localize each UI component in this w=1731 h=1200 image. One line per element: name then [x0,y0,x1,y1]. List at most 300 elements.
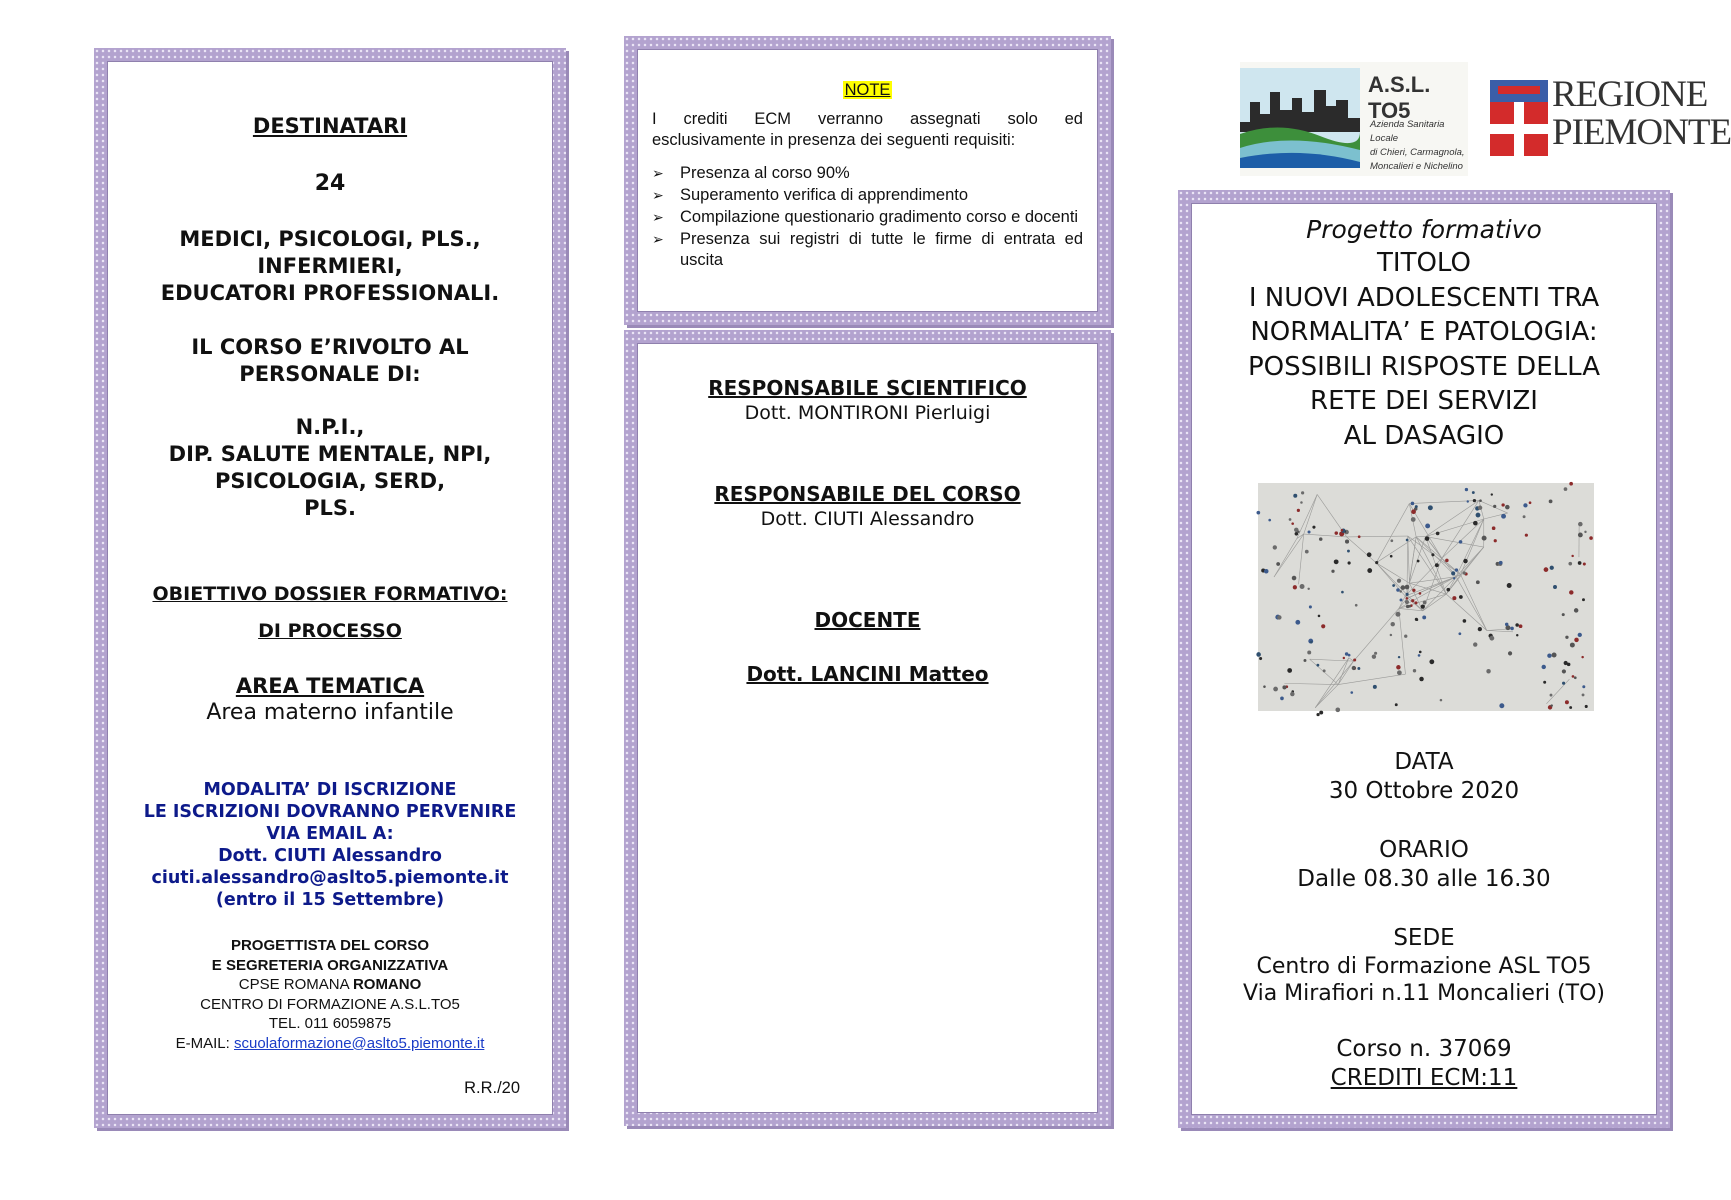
asl-to5-logo [1240,62,1468,176]
iscrizione-line: (entro il 15 Settembre) [215,890,445,910]
network-crowd-image [1258,483,1594,711]
network-line [1456,547,1484,577]
network-line [1297,494,1317,538]
arrow-bullet-icon: ➢ [652,209,664,225]
person-dot [1455,568,1458,571]
person-dot [1476,513,1481,518]
person-dot [1569,590,1573,594]
regione-line2: PIEMONTE [1552,112,1731,153]
network-line [1405,577,1456,596]
person-dot [1570,643,1575,648]
progetto-formativo: Progetto formativo [1306,215,1542,244]
person-dot [1544,567,1549,572]
person-dot [1486,669,1490,673]
network-line [1423,577,1456,611]
person-dot [1352,666,1356,670]
person-dot [1348,561,1351,564]
data-value: 30 Ottobre 2020 [1328,778,1520,804]
asl-title: A.S.L. TO5 [1368,72,1431,123]
person-dot [1263,685,1266,688]
personale-line: PLS. [304,496,356,520]
network-line [1274,539,1297,577]
person-dot [1445,559,1449,563]
regione-line1: REGIONE [1552,74,1708,115]
title-line: RETE DEI SERVIZI [1310,386,1538,416]
person-dot [1395,703,1398,706]
network-line [1408,536,1447,594]
person-dot [1307,588,1309,590]
person-dot [1519,624,1523,628]
obiettivo-value: DI PROCESSO [258,620,402,642]
data-label: DATA [1394,749,1454,775]
corso-rivolto-line: IL CORSO E’RIVOLTO AL [191,335,469,359]
iscrizione-line: VIA EMAIL A: [266,824,394,844]
person-dot [1553,585,1557,589]
network-line [1338,674,1405,684]
orario-value: Dalle 08.30 alle 16.30 [1297,866,1551,892]
title-line: POSSIBILI RISPOSTE DELLA [1247,351,1600,382]
person-dot [1334,559,1339,564]
person-dot [1421,604,1425,608]
person-dot [1489,636,1494,641]
regione-piemonte-logo [1490,74,1731,160]
person-dot [1400,598,1403,601]
person-dot [1419,651,1422,654]
person-dot [1547,653,1551,657]
person-dot [1492,526,1496,530]
person-dot [1428,505,1433,510]
destinatari-line: EDUCATORI PROFESSIONALI. [160,281,500,305]
list-item: ➢ Superamento verifica di apprendimento [652,186,969,204]
docente-name: Dott. LANCINI Matteo [746,662,989,686]
person-dot [1568,562,1572,566]
person-dot [1316,664,1319,667]
person-dot [1582,693,1585,696]
right-panel-frame [1178,190,1670,1128]
personale-line: DIP. SALUTE MENTALE, NPI, [168,442,492,466]
person-dot [1415,505,1418,508]
person-dot [1529,501,1532,504]
iscrizione-email[interactable]: ciuti.alessandro@aslto5.piemonte.it [151,868,509,888]
network-line [1456,519,1484,577]
person-dot [1582,685,1585,688]
network-line [1376,537,1416,563]
person-dot [1493,505,1496,508]
person-dot [1406,539,1409,542]
progettista-line: E SEGRETERIA ORGANIZZATIVA [211,956,449,974]
sede-line1: Centro di Formazione ASL TO5 [1256,954,1592,979]
person-dot [1507,583,1512,588]
email-line [108,1034,552,1054]
asl-subtitle: Azienda Sanitaria Locale [1370,119,1445,144]
person-dot [1463,571,1466,574]
person-dot [1319,711,1323,715]
person-dot [1405,600,1409,604]
iscrizione-line: MODALITA’ DI ISCRIZIONE [203,780,457,800]
resp-corso-heading: RESPONSABILE DEL CORSO [714,482,1021,506]
network-line [1416,537,1460,575]
person-dot [1406,593,1409,596]
person-dot [1318,615,1321,618]
person-dot [1459,540,1463,544]
person-dot [1473,642,1477,646]
person-dot [1571,555,1573,557]
person-dot [1310,641,1313,644]
cpse-prefix: CPSE ROMANA [238,976,353,993]
person-dot [1301,491,1304,494]
person-dot [1562,613,1565,616]
person-dot [1401,585,1406,590]
person-dot [1452,596,1456,600]
network-line [1442,519,1484,558]
person-dot [1348,654,1351,657]
person-dot [1345,540,1349,544]
person-dot [1415,618,1418,621]
person-dot [1282,685,1286,689]
person-dot [1273,545,1277,549]
person-dot [1293,585,1297,589]
person-dot [1550,566,1554,570]
person-dot [1478,506,1482,510]
person-dot [1565,700,1569,704]
person-dot [1473,499,1476,502]
person-dot [1516,634,1518,636]
person-dot [1305,550,1309,554]
personale-line: PSICOLOGIA, SERD, [214,469,446,493]
person-dot [1479,499,1482,502]
person-dot [1404,635,1407,638]
person-dot [1435,563,1439,567]
person-dot [1525,534,1528,537]
iscrizione-line: Dott. CIUTI Alessandro [218,846,442,866]
sede-label: SEDE [1393,925,1455,951]
title-line: AL DASAGIO [1343,420,1505,451]
network-line [1487,629,1509,631]
person-dot [1472,491,1475,494]
network-line [1349,658,1354,661]
orario-label: ORARIO [1379,837,1469,863]
person-dot [1289,518,1292,521]
person-dot [1478,627,1482,631]
network-line [1461,519,1484,575]
person-dot [1491,493,1493,495]
network-line [1284,683,1338,684]
person-dot [1396,665,1400,669]
person-dot [1473,521,1478,526]
person-dot [1574,676,1577,679]
network-line [1274,534,1304,577]
title-line: NORMALITA’ E PATOLOGIA: [1250,317,1598,347]
network-line [1347,537,1376,563]
centro-line: CENTRO DI FORMAZIONE A.S.L.TO5 [200,995,460,1013]
person-dot [1425,536,1429,540]
person-dot [1523,515,1526,518]
note-panel-frame [624,36,1111,325]
person-dot [1569,482,1573,486]
person-dot [1564,661,1568,665]
person-dot [1390,555,1393,558]
person-dot [1562,669,1566,673]
person-dot [1316,713,1319,716]
responsabili-panel [637,343,1098,1113]
person-dot [1564,487,1568,491]
iscrizione-line: LE ISCRIZIONI DOVRANNO PERVENIRE [143,802,517,822]
person-dot [1395,612,1400,617]
person-dot [1256,511,1260,515]
network-line [1315,658,1349,708]
person-dot [1581,656,1583,658]
list-item: ➢ Presenza sui registri di tutte le firme di entrata ed uscita [652,230,1083,269]
tel-line: TEL. 011 6059875 [268,1015,392,1032]
person-dot [1406,597,1409,600]
network-line [1408,536,1410,583]
person-dot [1411,599,1414,602]
person-dot [1494,539,1497,542]
person-dot [1411,502,1415,506]
note-text-line1: I crediti ECM verranno assegnati solo ed [652,110,1083,128]
personale-line: N.P.I., [295,415,365,439]
cpse-line [108,975,552,995]
person-dot [1390,634,1392,636]
person-dot [1321,624,1325,628]
person-dot [1501,514,1506,519]
resp-scientifico-heading: RESPONSABILE SCIENTIFICO [708,376,1027,400]
person-dot [1508,651,1512,655]
person-dot [1569,706,1572,709]
crediti-ecm: CREDITI ECM:11 [1330,1065,1518,1091]
destinatari-line: INFERMIERI, [257,254,403,278]
network-line [1446,594,1487,630]
piemonte-shield-icon [1490,80,1548,156]
person-dot [1411,517,1416,522]
person-dot [1451,571,1455,575]
person-dot [1582,598,1585,601]
destinatari-line: MEDICI, PSICOLOGI, PLS., [179,227,481,251]
person-dot [1259,657,1262,660]
person-dot [1574,638,1578,642]
person-dot [1390,539,1393,542]
person-dot [1391,622,1395,626]
person-dot [1405,585,1410,590]
person-dot [1264,569,1269,574]
corso-number: Corso n. 37069 [1336,1036,1512,1062]
person-dot [1277,615,1281,619]
destinatari-count: 24 [314,171,346,196]
person-dot [1300,584,1305,589]
person-dot [1411,509,1416,514]
email-label: E-MAIL: [175,1034,234,1052]
docente-heading: DOCENTE [814,608,921,632]
person-dot [1268,519,1271,522]
person-dot [1335,531,1338,534]
person-dot [1499,703,1504,708]
person-dot [1417,560,1420,563]
person-dot [1256,652,1261,657]
person-dot [1350,691,1353,694]
person-dot [1501,503,1504,506]
person-dot [1549,499,1553,503]
progettista-line: PROGETTISTA DEL CORSO [230,937,430,954]
person-dot [1331,570,1334,573]
resp-scientifico-name: Dott. MONTIRONI Pierluigi [744,402,991,424]
person-dot [1297,531,1299,533]
person-dot [1578,522,1583,527]
left-panel-frame [94,48,566,1128]
person-dot [1585,705,1588,708]
person-dot [1280,697,1284,701]
person-dot [1374,652,1377,655]
person-dot [1341,591,1344,594]
person-dot [1423,601,1427,605]
person-dot [1273,687,1278,692]
person-dot [1584,531,1586,533]
list-item: ➢ Presenza al corso 90% [652,164,850,182]
network-line [1299,534,1304,584]
person-dot [1291,522,1294,525]
person-dot [1367,552,1372,557]
person-dot [1355,604,1358,607]
person-dot [1572,675,1575,678]
person-dot [1372,654,1376,658]
person-dot [1515,623,1519,627]
network-line [1456,577,1487,631]
person-dot [1413,669,1416,672]
person-dot [1397,670,1402,675]
cpse-bold: ROMANO [352,976,422,993]
person-dot [1419,677,1423,681]
person-dot [1343,657,1345,659]
person-dot [1414,601,1417,604]
network-line [1399,608,1423,610]
network-line [1315,685,1338,708]
person-dot [1295,620,1300,625]
person-dot [1578,561,1582,565]
person-dot [1392,584,1395,587]
destinatari-heading: DESTINATARI [252,114,408,138]
person-dot [1412,589,1415,592]
requirements-list [652,163,1083,271]
person-dot [1422,615,1426,619]
person-dot [1303,659,1306,662]
person-dot [1396,588,1400,592]
note-panel [637,49,1098,312]
area-heading: AREA TEMATICA [235,674,425,698]
person-dot [1309,605,1312,608]
obiettivo-heading: OBIETTIVO DOSSIER FORMATIVO: [152,583,508,605]
person-dot [1565,636,1568,639]
person-dot [1499,561,1503,565]
person-dot [1307,650,1311,654]
person-dot [1589,536,1593,540]
network-line [1487,630,1513,631]
network-line [1399,608,1406,674]
asl-subtitle: di Chieri, Carmagnola, [1370,147,1465,158]
arrow-bullet-icon: ➢ [652,165,664,181]
network-line [1546,679,1569,704]
person-dot [1425,523,1430,528]
person-dot [1398,656,1400,658]
person-dot [1292,576,1297,581]
person-dot [1408,605,1411,608]
email-link[interactable]: scuolaformazione@aslto5.piemonte.it [234,1034,485,1052]
corso-rivolto-line: PERSONALE DI: [239,362,421,386]
title-line: I NUOVI ADOLESCENTI TRA [1248,282,1600,313]
person-dot [1319,537,1323,541]
person-dot [1357,667,1360,670]
sigla: R.R./20 [464,1079,520,1097]
person-dot [1578,533,1583,538]
person-dot [1550,704,1552,706]
person-dot [1308,531,1311,534]
person-dot [1552,653,1557,658]
person-dot [1440,699,1443,702]
person-dot [1397,579,1401,583]
right-panel [1191,203,1657,1115]
person-dot [1562,682,1565,685]
person-dot [1583,563,1586,566]
person-dot [1419,592,1422,595]
person-dot [1399,590,1402,593]
person-dot [1550,694,1553,697]
person-dot [1543,681,1546,684]
left-panel [107,61,553,1115]
network-line [1347,536,1408,537]
person-dot [1505,505,1510,510]
person-dot [1578,633,1582,637]
person-dot [1335,708,1340,713]
person-dot [1276,562,1280,566]
crowd-network-icon [1258,483,1594,711]
network-line [1442,500,1479,558]
person-dot [1476,580,1480,584]
title-line: TITOLO [1377,248,1471,278]
person-dot [1300,501,1303,504]
resp-corso-name: Dott. CIUTI Alessandro [760,508,975,530]
person-dot [1429,659,1434,664]
person-dot [1482,536,1487,541]
person-dot [1297,509,1300,512]
network-line [1376,504,1409,563]
person-dot [1459,595,1463,599]
person-dot [1358,535,1361,538]
person-dot [1341,529,1344,532]
arrow-bullet-icon: ➢ [652,231,664,247]
person-dot [1367,568,1372,573]
person-dot [1323,669,1326,672]
person-dot [1431,553,1434,556]
person-dot [1458,632,1461,635]
note-title: NOTE [844,81,891,99]
person-dot [1373,685,1377,689]
person-dot [1453,577,1455,579]
person-dot [1375,561,1378,564]
asl-subtitle: Moncalieri e Nichelino [1370,161,1463,172]
person-dot [1446,588,1450,592]
person-dot [1465,488,1468,491]
person-dot [1347,550,1350,553]
note-text-line2: esclusivamente in presenza dei seguenti requisiti: [652,131,1016,149]
person-dot [1467,500,1469,502]
person-dot [1287,668,1292,673]
person-dot [1510,627,1514,631]
person-dot [1542,665,1546,669]
person-dot [1505,623,1508,626]
person-dot [1523,503,1527,507]
arrow-bullet-icon: ➢ [652,187,664,203]
responsabili-panel-frame [624,330,1111,1126]
person-dot [1290,692,1294,696]
person-dot [1463,559,1467,563]
